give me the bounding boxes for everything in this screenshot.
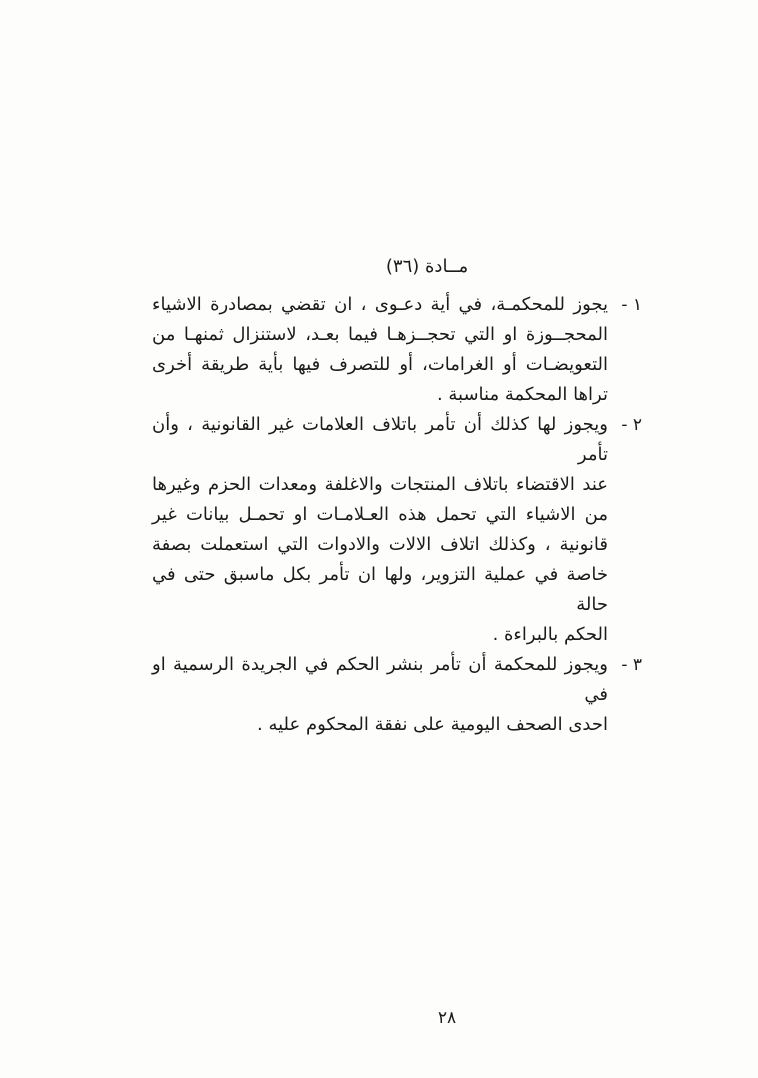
text-line: عند الاقتضاء باتلاف المنتجات والاغلفة ومعدات الحزم وغيرها (152, 474, 608, 495)
item-number: ١ - (621, 295, 642, 315)
item-number: ٢ - (621, 415, 642, 435)
item-text (152, 290, 608, 410)
text-line: خاصة في عملية التزوير، ولها ان تأمر بكل ماسبق حتى في حالة (152, 564, 608, 615)
item-text (152, 410, 608, 650)
text-line: الحكم بالبراءة . (492, 624, 608, 645)
text-line: احدى الصحف اليومية على نفقة المحكوم عليه . (257, 714, 608, 735)
page-number: ٢٨ (437, 1008, 457, 1028)
text-line: المحجــوزة او التي تحجــزهـا فيما بعـد، لاستنزال ثمنهـا من (152, 324, 608, 345)
article-items (152, 290, 642, 740)
article-item (152, 290, 642, 410)
item-number: ٣ - (621, 655, 642, 675)
text-line: ويجوز لها كذلك أن تأمر باتلاف العلامات غير القانونية ، وأن تأمر (152, 414, 608, 465)
text-line: التعويضـات أو الغرامات، أو للتصرف فيها بأية طريقة أخرى (152, 354, 608, 375)
text-line: ويجوز للمحكمة أن تأمر بنشر الحكم في الجريدة الرسمية او في (152, 654, 608, 705)
article-item (152, 410, 642, 650)
article-item (152, 650, 642, 740)
text-line: من الاشياء التي تحمل هذه العـلامـات او تحمـل بيانات غير (152, 504, 608, 525)
item-text (152, 650, 608, 740)
text-line: تراها المحكمة مناسبة . (436, 384, 608, 405)
text-line: قانونية ، وكذلك اتلاف الالات والادوات التي استعملت بصفة (152, 534, 608, 555)
text-line: يجوز للمحكمـة، في أية دعـوى ، ان تقضي بمصادرة الاشياء (152, 294, 608, 315)
article-block (152, 252, 642, 740)
article-title: مــادة (٣٦) (385, 256, 469, 277)
